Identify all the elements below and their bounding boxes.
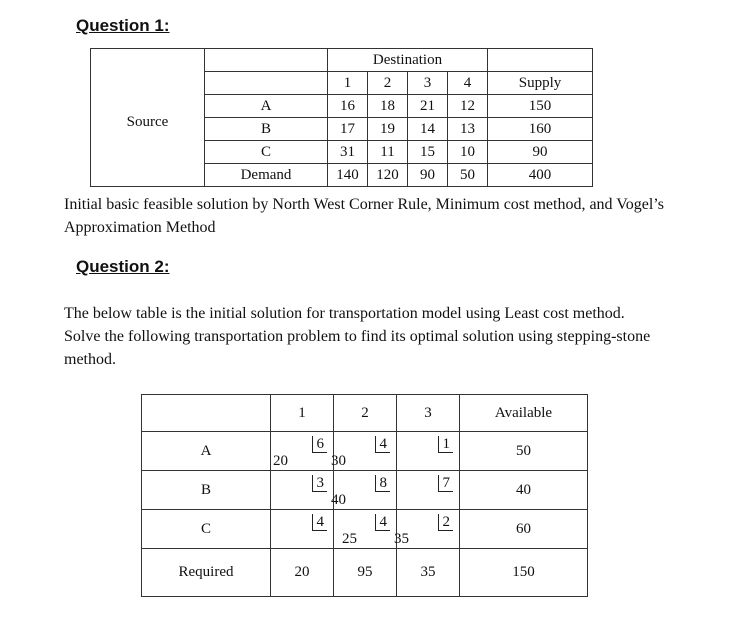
cost-cell: 16 [328, 95, 368, 118]
col-header: 1 [271, 395, 334, 432]
available-cell: 50 [460, 432, 588, 471]
transport-cell [331, 432, 397, 471]
row-label: B [205, 118, 328, 141]
cost-cell: 15 [408, 141, 448, 164]
available-cell: 40 [460, 471, 588, 510]
allocation: 40 [331, 492, 346, 508]
transport-cell [394, 510, 460, 549]
cost-cell: 13 [448, 118, 488, 141]
transport-cell [397, 432, 460, 471]
col-header: 3 [408, 72, 448, 95]
destination-label: Destination [328, 49, 488, 72]
cost-box: 4 [375, 514, 391, 531]
allocation: 30 [331, 453, 346, 469]
supply-header: Supply [488, 72, 593, 95]
cost-box: 7 [438, 475, 454, 492]
question-1-heading: Question 1: [76, 16, 170, 35]
cost-box: 8 [375, 475, 391, 492]
cost-cell: 14 [408, 118, 448, 141]
row-label: B [142, 471, 271, 510]
allocation: 25 [342, 531, 357, 547]
cost-cell: 17 [328, 118, 368, 141]
available-cell: 60 [460, 510, 588, 549]
col-header: 3 [397, 395, 460, 432]
total-cell: 150 [460, 549, 588, 597]
cost-box: 6 [312, 436, 328, 453]
blank-cell [488, 49, 593, 72]
row-label: C [205, 141, 328, 164]
cost-cell: 10 [448, 141, 488, 164]
row-label: A [142, 432, 271, 471]
demand-label: Demand [205, 164, 328, 187]
demand-cell: 120 [368, 164, 408, 187]
col-header: 2 [368, 72, 408, 95]
col-header: 4 [448, 72, 488, 95]
total-cell: 400 [488, 164, 593, 187]
supply-cell: 90 [488, 141, 593, 164]
row-label: A [205, 95, 328, 118]
q1-instructions: Initial basic feasible solution by North West Corner Rule, Minimum cost method, and Vogel’s Approximation Method [64, 196, 664, 236]
cost-cell: 18 [368, 95, 408, 118]
supply-cell: 150 [488, 95, 593, 118]
q2-instructions: The below table is the initial solution for transportation model using Least cost method. Solve the following transportation problem to find its optimal solution using stepping-stone method. [64, 305, 651, 368]
transport-cell [271, 471, 334, 510]
cost-box: 4 [375, 436, 391, 453]
cost-cell: 12 [448, 95, 488, 118]
q2-transport-table [141, 394, 588, 597]
required-cell: 20 [271, 549, 334, 597]
blank-cell [205, 72, 328, 95]
transport-cell [271, 510, 334, 549]
demand-cell: 140 [328, 164, 368, 187]
col-header: 1 [328, 72, 368, 95]
source-label: Source [126, 113, 169, 130]
blank-cell [91, 164, 205, 187]
question-2-heading: Question 2: [76, 257, 170, 276]
row-label: C [142, 510, 271, 549]
demand-cell: 50 [448, 164, 488, 187]
allocation: 35 [394, 531, 409, 547]
transport-cell [397, 471, 460, 510]
cost-box: 3 [312, 475, 328, 492]
cost-box: 4 [312, 514, 328, 531]
supply-cell: 160 [488, 118, 593, 141]
q1-transport-table [90, 48, 593, 187]
cost-cell: 31 [328, 141, 368, 164]
required-label: Required [142, 549, 271, 597]
transport-cell [271, 432, 334, 471]
cost-cell: 19 [368, 118, 408, 141]
cost-box: 2 [438, 514, 454, 531]
cost-cell: 11 [368, 141, 408, 164]
required-cell: 95 [334, 549, 397, 597]
col-header: 2 [334, 395, 397, 432]
demand-cell: 90 [408, 164, 448, 187]
cost-cell: 21 [408, 95, 448, 118]
blank-cell [205, 49, 328, 72]
cost-box: 1 [438, 436, 454, 453]
transport-cell [334, 510, 397, 549]
allocation: 20 [273, 453, 288, 469]
transport-cell [331, 471, 397, 510]
available-header: Available [460, 395, 588, 432]
source-label-cell [91, 49, 205, 164]
required-cell: 35 [397, 549, 460, 597]
blank-cell [142, 395, 271, 432]
